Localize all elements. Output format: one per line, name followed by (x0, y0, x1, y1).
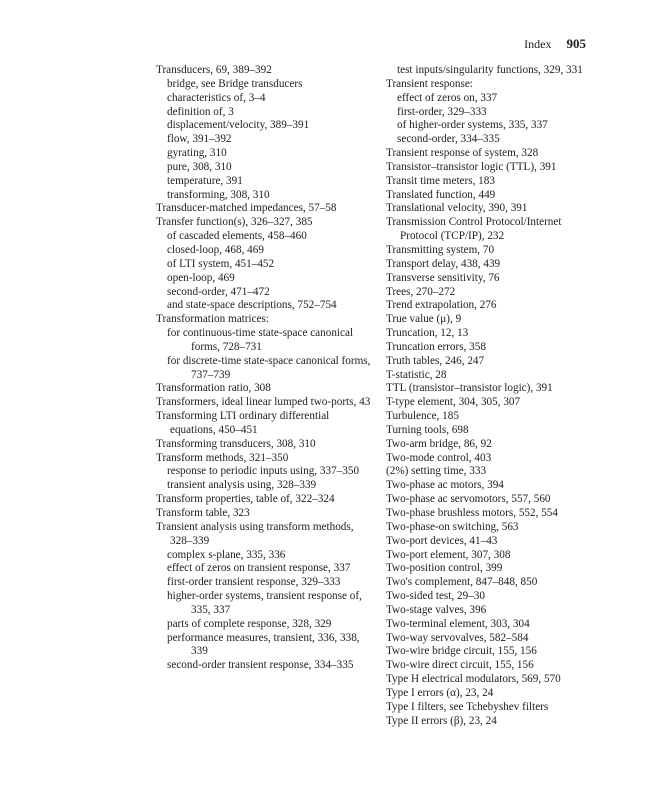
index-subentry: first-order transient response, 329–333 (167, 576, 341, 589)
index-entry: Transit time meters, 183 (386, 174, 495, 187)
index-subentry: second-order transient response, 334–335 (167, 659, 354, 672)
index-subentry: gyrating, 310 (167, 147, 227, 160)
index-entry: Trend extrapolation, 276 (386, 299, 497, 312)
index-entry: Transient analysis using transform methods, 328–339 (156, 520, 354, 547)
index-entry: Transistor–transistor logic (TTL), 391 (386, 160, 557, 173)
index-entry: Two-wire direct circuit, 155, 156 (386, 659, 534, 672)
index-entry: Type H electrical modulators, 569, 570 (386, 673, 561, 686)
index-entry: Transformation ratio, 308 (156, 382, 271, 395)
index-entry: Turning tools, 698 (386, 423, 469, 436)
index-entry: Truth tables, 246, 247 (386, 354, 485, 367)
index-entry: Type II errors (β), 23, 24 (386, 714, 497, 727)
index-entry: Two-phase-on switching, 563 (386, 520, 519, 533)
index-subentry: closed-loop, 468, 469 (167, 243, 264, 256)
index-entry: Transport delay, 438, 439 (386, 257, 501, 270)
index-column-left (156, 64, 374, 673)
index-entry: Transforming transducers, 308, 310 (156, 437, 316, 450)
index-entry: Two-mode control, 403 (386, 451, 492, 464)
index-entry: Truncation, 12, 13 (386, 327, 469, 340)
index-entry: Two's complement, 847–848, 850 (386, 576, 538, 589)
index-subentry: first-order, 329–333 (397, 105, 487, 118)
index-entry: (2%) setting time, 333 (386, 465, 487, 478)
index-subentry: open-loop, 469 (167, 271, 235, 284)
index-entry: Transforming LTI ordinary differential equations, 450–451 (156, 410, 330, 436)
index-entry: Transform properties, table of, 322–324 (156, 493, 335, 506)
index-entry: Transformation matrices: (156, 313, 269, 326)
index-subentry: second-order, 334–335 (397, 133, 500, 146)
index-subentry: performance measures, transient, 336, 338, 339 (167, 631, 360, 658)
index-entry: Transient response: (386, 77, 473, 90)
index-subentry: definition of, 3 (167, 105, 234, 118)
index-subentry: and state-space descriptions, 752–754 (167, 299, 337, 312)
index-entry: Transverse sensitivity, 76 (386, 271, 500, 284)
index-subentry: transforming, 308, 310 (167, 188, 270, 201)
index-subentry: displacement/velocity, 389–391 (167, 119, 310, 132)
index-entry: Transient response of system, 328 (386, 147, 539, 160)
index-subentry: transient analysis using, 328–339 (167, 479, 317, 492)
index-entry: TTL (transistor–transistor logic), 391 (386, 382, 553, 395)
index-entry: Two-phase ac servomotors, 557, 560 (386, 493, 551, 506)
index-entry: True value (μ), 9 (386, 313, 462, 326)
index-entry: T-type element, 304, 305, 307 (386, 396, 521, 409)
index-entry: Turbulence, 185 (386, 410, 459, 423)
index-subentry: pure, 308, 310 (167, 160, 232, 173)
index-entry: Transform methods, 321–350 (156, 451, 289, 464)
index-subentry: flow, 391–392 (167, 133, 232, 146)
index-entry: Transmitting system, 70 (386, 243, 495, 256)
index-subentry: effect of zeros on transient response, 337 (167, 562, 351, 575)
page-header (0, 36, 586, 52)
index-subentry: complex s-plane, 335, 336 (167, 548, 286, 561)
page-number: 905 (566, 36, 586, 51)
index-entry: Translated function, 449 (386, 188, 496, 201)
index-entry: Type I filters, see Tchebyshev filters (386, 700, 549, 713)
index-subentry: effect of zeros on, 337 (397, 91, 498, 104)
index-entry: Two-port devices, 41–43 (386, 534, 498, 547)
index-entry: Two-way servovalves, 582–584 (386, 631, 529, 644)
section-title: Index (524, 37, 552, 51)
index-subentry: of higher-order systems, 335, 337 (397, 119, 548, 132)
index-entry: Two-arm bridge, 86, 92 (386, 437, 492, 450)
index-entry: Truncation errors, 358 (386, 340, 486, 353)
index-entry: Two-port element, 307, 308 (386, 548, 511, 561)
index-subentry: characteristics of, 3–4 (167, 91, 266, 104)
index-entry: Transform table, 323 (156, 507, 250, 519)
index-entry: Two-position control, 399 (386, 562, 503, 575)
index-entry: Transfer function(s), 326–327, 385 (156, 216, 313, 229)
index-column-right (386, 64, 596, 729)
index-subentry: test inputs/singularity functions, 329, 331 (397, 64, 583, 76)
index-subentry: parts of complete response, 328, 329 (167, 617, 332, 630)
index-entry: Type I errors (α), 23, 24 (386, 686, 494, 699)
index-entry: Transducer-matched impedances, 57–58 (156, 202, 337, 215)
index-subentry: second-order, 471–472 (167, 285, 270, 298)
index-entry: Two-sided test, 29–30 (386, 590, 485, 603)
index-subentry: response to periodic inputs using, 337–350 (167, 465, 360, 478)
index-subentry: bridge, see Bridge transducers (167, 77, 303, 90)
index-entry: T-statistic, 28 (386, 368, 447, 381)
index-entry: Transformers, ideal linear lumped two-ports, 43 (156, 396, 371, 409)
index-subentry: higher-order systems, transient response of, 335, 337 (167, 590, 362, 616)
index-entry: Two-phase ac motors, 394 (386, 479, 504, 492)
index-entry: Transmission Control Protocol/Internet Protocol (TCP/IP), 232 (386, 216, 562, 243)
index-subentry: for discrete-time state-space canonical forms, 737–739 (167, 354, 371, 381)
index-subentry: of LTI system, 451–452 (167, 257, 275, 270)
index-entry: Two-stage valves, 396 (386, 603, 487, 616)
index-subentry: of cascaded elements, 458–460 (167, 230, 307, 243)
index-entry: Trees, 270–272 (386, 285, 456, 298)
index-entry: Translational velocity, 390, 391 (386, 202, 528, 215)
index-entry: Two-phase brushless motors, 552, 554 (386, 507, 558, 519)
index-entry: Transducers, 69, 389–392 (156, 64, 272, 76)
index-subentry: for continuous-time state-space canonical forms, 728–731 (167, 327, 354, 353)
index-entry: Two-wire bridge circuit, 155, 156 (386, 645, 537, 658)
index-subentry: temperature, 391 (167, 174, 243, 187)
index-entry: Two-terminal element, 303, 304 (386, 617, 530, 630)
